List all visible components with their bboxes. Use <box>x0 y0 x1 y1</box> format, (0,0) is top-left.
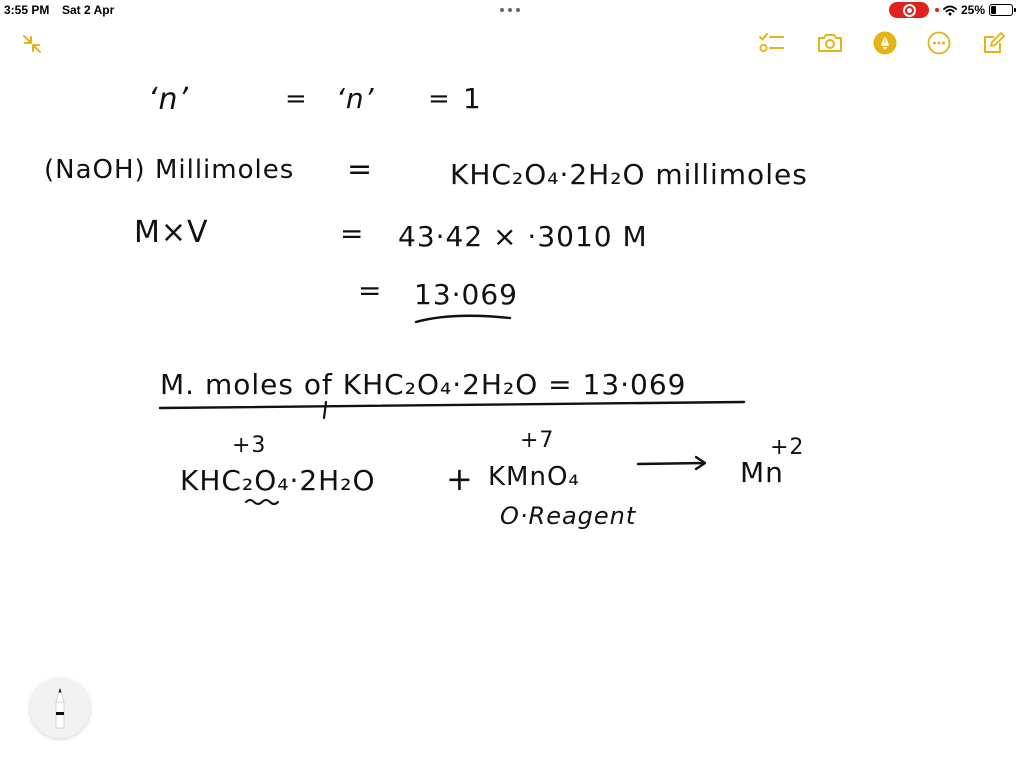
equals-sign: = <box>358 274 383 307</box>
equals-sign: = <box>285 84 308 114</box>
reaction-arrow <box>634 454 710 474</box>
screen-record-icon[interactable] <box>889 2 929 18</box>
status-date: Sat 2 Apr <box>62 3 115 17</box>
more-ellipsis-icon[interactable] <box>927 31 951 55</box>
mv-calculation: 43·42 × ·3010 M <box>398 220 648 253</box>
camera-icon[interactable] <box>817 32 843 54</box>
n-factor-label: ‘n’ <box>148 82 190 117</box>
wifi-icon <box>943 5 957 16</box>
oxidation-state-carbon: +3 <box>232 433 267 458</box>
section-divider <box>156 396 748 420</box>
n-factor-value-label: ‘n’ <box>336 82 375 115</box>
pencil-tool-button[interactable] <box>30 678 90 738</box>
result-underline <box>412 310 516 326</box>
markup-pen-icon[interactable] <box>873 31 897 55</box>
carbon-squiggle <box>244 496 280 506</box>
mv-label: M×V <box>134 215 209 250</box>
note-canvas[interactable] <box>0 60 1024 768</box>
pencil-tool-icon <box>30 678 90 738</box>
oxidation-state-manganese: +7 <box>520 428 555 453</box>
collapse-arrows-icon[interactable] <box>20 32 44 56</box>
equals-sign: = <box>347 152 374 187</box>
compose-icon[interactable] <box>982 31 1006 55</box>
status-icons <box>935 2 1013 18</box>
result-value: 13·069 <box>414 278 518 311</box>
equals-sign: = <box>340 217 365 250</box>
status-time: 3:55 PM <box>4 3 50 17</box>
oxidising-reagent-label: O·Reagent <box>500 502 637 530</box>
oxidation-state-product: +2 <box>770 435 805 460</box>
mic-indicator-icon <box>935 8 939 12</box>
multitask-dots-icon[interactable] <box>500 5 524 15</box>
status-bar <box>0 0 1024 20</box>
reactant-permanganate: KMnO₄ <box>488 462 580 492</box>
battery-percentage: 25% <box>961 3 986 17</box>
n-factor-value: 1 <box>463 82 482 115</box>
moles-summary: M. moles of KHC₂O₄·2H₂O = 13·069 <box>160 368 687 401</box>
plus-sign: + <box>446 460 474 498</box>
checklist-icon[interactable] <box>759 32 785 54</box>
naoh-millimoles-label: (NaOH) Millimoles <box>44 155 295 185</box>
battery-icon <box>989 4 1013 16</box>
oxalate-millimoles-label: KHC₂O₄·2H₂O millimoles <box>450 158 808 191</box>
equals-sign: = <box>428 84 451 114</box>
product-manganese: Mn <box>740 456 784 489</box>
reactant-oxalate: KHC₂O₄·2H₂O <box>180 464 376 497</box>
